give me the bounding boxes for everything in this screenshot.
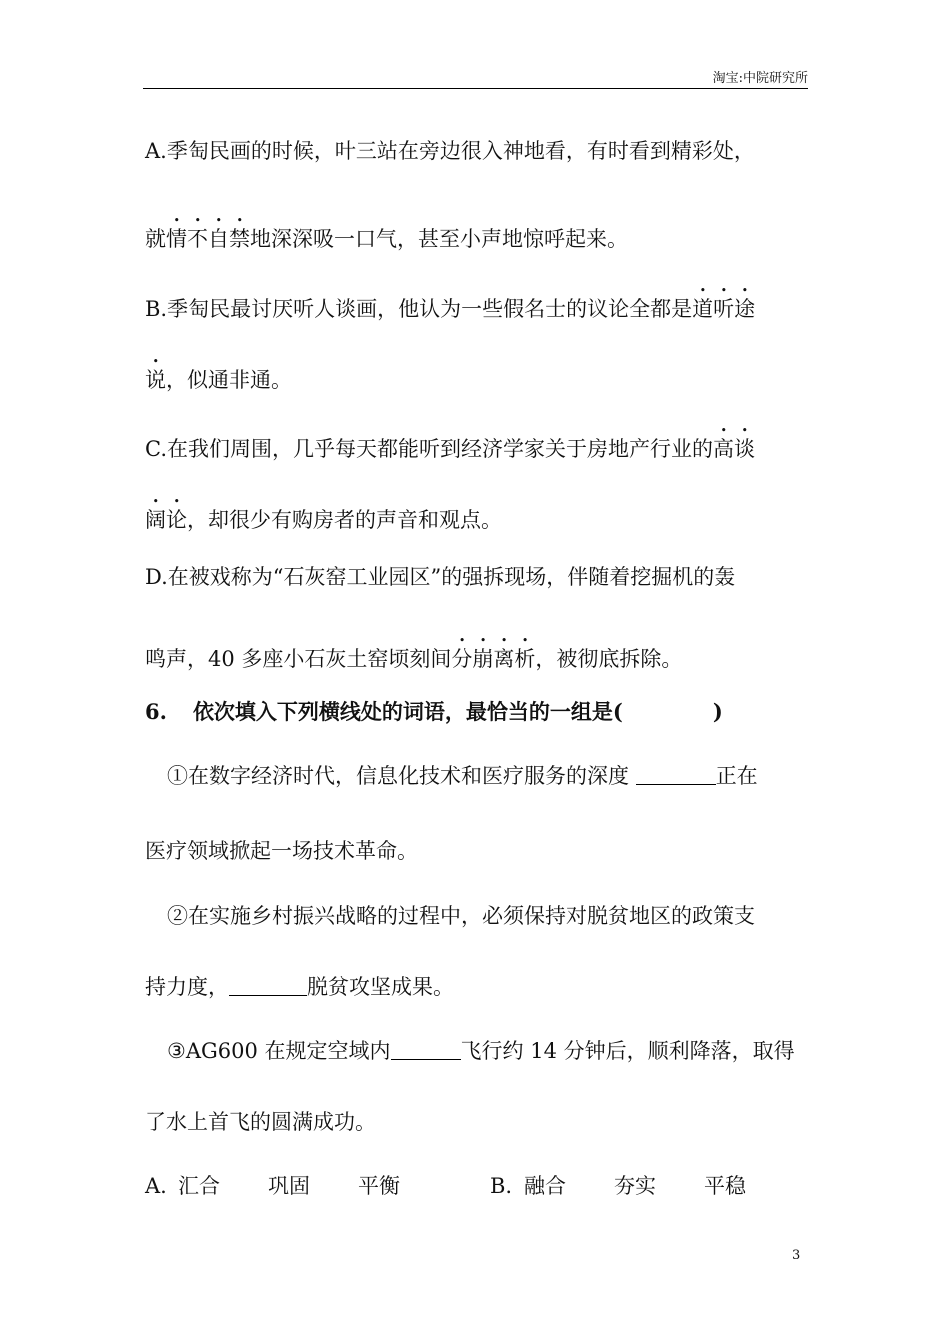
blank-1 — [636, 762, 716, 785]
option-d-emphasized-idiom: 分崩离析 — [451, 647, 536, 671]
option-c-emphasized-idiom-end: 阔论 — [145, 508, 187, 532]
option-a-line-1: A.季匋民画的时候，叶三站在旁边很入神地看，有时看到精彩处， — [145, 139, 755, 163]
sentence-2-text-pre: 持力度， — [145, 975, 229, 999]
option-a-text-pre: 就 — [145, 227, 166, 251]
option-b-text-pre: B.季匋民最讨厌听人谈画，他认为一些假名士的议论全都是 — [145, 297, 693, 321]
option-a-text-post: 地深深吸一口气，甚至小声地惊呼起来。 — [250, 227, 628, 251]
option-b-line-2 — [145, 355, 292, 394]
option-d-text-post: ，被彻底拆除。 — [535, 647, 683, 671]
choice-a-word-3: 平衡 — [358, 1174, 400, 1198]
option-d-text-pre: 鸣声，40 多座小石灰土窑顷刻间 — [145, 647, 452, 671]
choice-a-word-1: 汇合 — [178, 1174, 220, 1198]
option-c-line-1 — [145, 424, 755, 463]
blank-2 — [229, 973, 307, 996]
sentence-2-line-1: ②在实施乡村振兴战略的过程中，必须保持对脱贫地区的政策支 — [167, 904, 755, 928]
question-6-stem: 依次填入下列横线处的词语，最恰当的一组是( — [192, 699, 623, 724]
choice-b-word-2: 夯实 — [614, 1174, 656, 1198]
sentence-1-line-1 — [167, 762, 758, 790]
header-text: 淘宝:中院研究所 — [712, 71, 808, 86]
option-c-text-post: ，却很少有购房者的声音和观点。 — [187, 508, 502, 532]
option-b-emphasized-idiom: 道听途 — [692, 297, 756, 321]
header-rule — [143, 88, 808, 89]
page-header — [143, 67, 808, 89]
sentence-1-line-2: 医疗领域掀起一场技术革命。 — [145, 839, 418, 863]
sentence-2-line-2 — [145, 973, 454, 1001]
choice-a-label: A. — [145, 1174, 167, 1198]
sentence-3-line-2: 了水上首飞的圆满成功。 — [145, 1110, 376, 1134]
option-b-text-post: ，似通非通。 — [166, 368, 292, 392]
question-6-number: 6. — [145, 699, 167, 724]
option-c-line-2 — [145, 495, 502, 534]
option-b-line-1 — [145, 284, 755, 323]
choice-b-word-1: 融合 — [524, 1174, 566, 1198]
question-6-close-paren: ) — [712, 699, 723, 724]
choice-a-word-2: 巩固 — [268, 1174, 310, 1198]
option-a-emphasized-idiom: 情不自禁 — [166, 227, 250, 251]
question-6 — [145, 698, 723, 726]
sentence-3-text-pre: ③AG600 在规定空域内 — [167, 1039, 391, 1063]
sentence-3-text-post: 飞行约 14 分钟后，顺利降落，取得 — [460, 1039, 795, 1063]
choice-b-label: B. — [490, 1174, 513, 1198]
blank-3 — [391, 1037, 461, 1060]
sentence-2-text-post: 脱贫攻坚成果。 — [307, 975, 454, 999]
option-c-emphasized-idiom: 高谈 — [713, 437, 755, 461]
choice-b-word-3: 平稳 — [704, 1174, 746, 1198]
sentence-3-line-1 — [167, 1037, 795, 1065]
option-a-line-2 — [145, 214, 628, 253]
option-b-emphasized-idiom-end: 说 — [145, 368, 166, 392]
option-c-text-pre: C.在我们周围，几乎每天都能听到经济学家关于房地产行业的 — [145, 437, 713, 461]
sentence-1-text-post: 正在 — [715, 764, 758, 788]
option-d-line-1: D.在被戏称为“石灰窑工业园区”的强拆现场，伴随着挖掘机的轰 — [145, 565, 736, 589]
option-d-line-2 — [145, 634, 682, 673]
page-number: 3 — [792, 1248, 801, 1263]
sentence-1-text-pre: ①在数字经济时代，信息化技术和医疗服务的深度 — [167, 764, 636, 788]
